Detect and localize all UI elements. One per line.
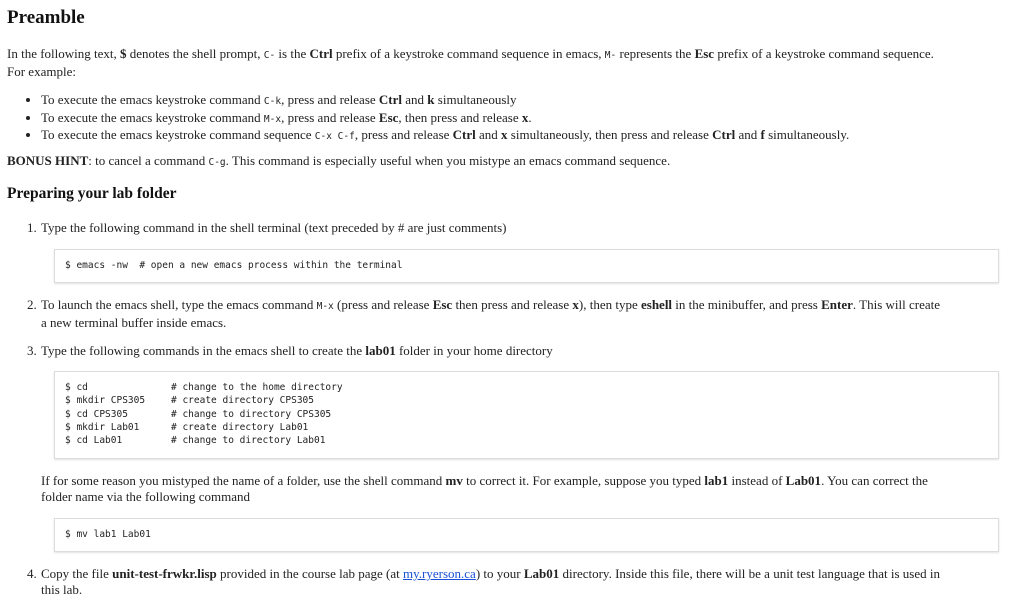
keystroke-bullet-list [7, 92, 1021, 145]
step-number: 4. [27, 566, 37, 581]
step-2-text: To launch the emacs shell, type the emacs command M-x (press and release Esc then press and release x), then type eshell in the minibuffer, and press Enter. This will create a new terminal buffer inside emacs. [41, 297, 941, 330]
command-row: $ cd # change to the home directory [65, 382, 343, 393]
list-item: • To execute the emacs keystroke command M-x, press and release Esc, then press and release x. [41, 110, 1021, 128]
folder-commands-block [54, 371, 999, 459]
step-number: 1. [27, 220, 37, 235]
emacs-command-block: $ emacs -nw # open a new emacs process within the terminal [54, 249, 999, 283]
command-row: $ mkdir CPS305 # create directory CPS305 [65, 395, 314, 407]
step-3-text: Type the following commands in the emacs shell to create the lab01 folder in your home directory [41, 343, 553, 358]
step-1-text: Type the following command in the shell terminal (text preceded by # are just comments) [41, 220, 507, 235]
list-item: • To execute the emacs keystroke command sequence C-x C-f, press and release Ctrl and x simultaneously, then press and release Ctrl and f simultaneously. [41, 127, 1021, 145]
course-page-link[interactable]: my.ryerson.ca [403, 566, 476, 581]
step-number: 2. [27, 297, 37, 312]
lab-folder-heading: Preparing your lab folder [7, 185, 177, 202]
list-item: • To execute the emacs keystroke command C-k, press and release Ctrl and k simultaneously [41, 92, 1021, 110]
step-number: 3. [27, 343, 37, 358]
step-4-text: Copy the file unit-test-frwkr.lisp provided in the course lab page (at my.ryerson.ca) to your Lab01 directory. Inside this file, there will be a unit test language that is used in this lab. [41, 566, 941, 597]
command-row: $ cd Lab01 # change to directory Lab01 [65, 435, 326, 447]
command-row: $ mkdir Lab01 # create directory Lab01 [65, 421, 309, 433]
command-row: $ cd CPS305 # change to directory CPS305 [65, 408, 332, 420]
mv-command-block: $ mv lab1 Lab01 [54, 518, 999, 552]
intro-paragraph: In the following text, $ denotes the shell prompt, C- is the Ctrl prefix of a keystroke command sequence in emacs, M- represents the Esc prefix of a keystroke command sequence. For example: [7, 46, 934, 79]
bonus-hint: BONUS HINT: to cancel a command C-g. This command is especially useful when you mistype an emacs command sequence. [7, 153, 671, 168]
mistype-note: If for some reason you mistyped the name of a folder, use the shell command mv to correct it. For example, suppose you typed lab1 instead of Lab01. You can correct the folder name via the following command [41, 473, 928, 504]
preamble-heading: Preamble [7, 7, 85, 28]
